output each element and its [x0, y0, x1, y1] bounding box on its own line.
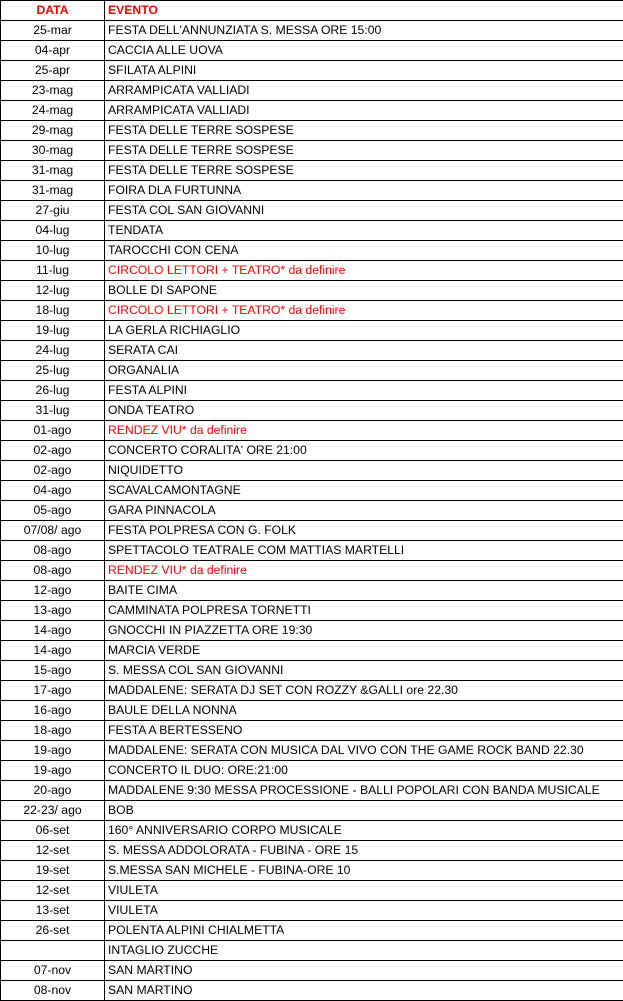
- event-cell[interactable]: FESTA COL SAN GIOVANNI: [105, 201, 623, 221]
- event-cell[interactable]: FESTA DELL'ANNUNZIATA S. MESSA ORE 15:00: [105, 21, 623, 41]
- date-cell[interactable]: 15-ago: [1, 661, 105, 681]
- date-cell[interactable]: 12-set: [1, 881, 105, 901]
- event-cell[interactable]: BAULE DELLA NONNA: [105, 701, 623, 721]
- event-cell[interactable]: SFILATA ALPINI: [105, 61, 623, 81]
- event-cell[interactable]: GARA PINNACOLA: [105, 501, 623, 521]
- date-cell[interactable]: 19-ago: [1, 741, 105, 761]
- event-cell[interactable]: FOIRA DLA FURTUNNA: [105, 181, 623, 201]
- table-row: [1, 181, 623, 201]
- event-cell[interactable]: NIQUIDETTO: [105, 461, 623, 481]
- table-row: [1, 141, 623, 161]
- table-row: [1, 101, 623, 121]
- event-cell[interactable]: BOB: [105, 801, 623, 821]
- date-cell[interactable]: 14-ago: [1, 621, 105, 641]
- date-cell[interactable]: 27-giu: [1, 201, 105, 221]
- event-cell[interactable]: FESTA POLPRESA CON G. FOLK: [105, 521, 623, 541]
- table-row: [1, 121, 623, 141]
- table-row: [1, 201, 623, 221]
- date-cell[interactable]: 24-mag: [1, 101, 105, 121]
- table-row: [1, 681, 623, 701]
- table-row: [1, 641, 623, 661]
- event-cell[interactable]: SERATA CAI: [105, 341, 623, 361]
- event-cell[interactable]: GNOCCHI IN PIAZZETTA ORE 19:30: [105, 621, 623, 641]
- date-cell[interactable]: 26-lug: [1, 381, 105, 401]
- table-row: [1, 341, 623, 361]
- event-cell[interactable]: CIRCOLO LETTORI + TEATRO* da definire: [105, 261, 623, 281]
- date-cell[interactable]: 01-ago: [1, 421, 105, 441]
- date-cell[interactable]: 04-apr: [1, 41, 105, 61]
- event-cell[interactable]: BOLLE DI SAPONE: [105, 281, 623, 301]
- table-row: [1, 561, 623, 581]
- table-row: [1, 261, 623, 281]
- date-cell[interactable]: 02-ago: [1, 461, 105, 481]
- event-cell[interactable]: SAN MARTINO: [105, 981, 623, 1001]
- date-cell[interactable]: 30-mag: [1, 141, 105, 161]
- date-cell[interactable]: 31-lug: [1, 401, 105, 421]
- date-cell[interactable]: 04-lug: [1, 221, 105, 241]
- table-row: [1, 821, 623, 841]
- event-cell[interactable]: CIRCOLO LETTORI + TEATRO* da definire: [105, 301, 623, 321]
- table-row: [1, 801, 623, 821]
- event-cell[interactable]: MADDALENE: SERATA CON MUSICA DAL VIVO CON THE GAME ROCK BAND 22.30: [105, 741, 623, 761]
- date-cell[interactable]: 04-ago: [1, 481, 105, 501]
- date-cell[interactable]: 10-lug: [1, 241, 105, 261]
- date-cell[interactable]: 12-set: [1, 841, 105, 861]
- table-row: [1, 781, 623, 801]
- event-cell[interactable]: S. MESSA COL SAN GIOVANNI: [105, 661, 623, 681]
- date-cell[interactable]: 17-ago: [1, 681, 105, 701]
- event-cell[interactable]: 160° ANNIVERSARIO CORPO MUSICALE: [105, 821, 623, 841]
- date-cell[interactable]: 18-ago: [1, 721, 105, 741]
- event-cell[interactable]: FESTA A BERTESSENO: [105, 721, 623, 741]
- event-cell[interactable]: ARRAMPICATA VALLIADI: [105, 81, 623, 101]
- event-cell[interactable]: MADDALENE: SERATA DJ SET CON ROZZY &GALLI ore 22.30: [105, 681, 623, 701]
- event-cell[interactable]: FESTA ALPINI: [105, 381, 623, 401]
- table-row: [1, 361, 623, 381]
- table-row: [1, 901, 623, 921]
- table-row: [1, 21, 623, 41]
- table-row: [1, 481, 623, 501]
- date-cell[interactable]: 13-ago: [1, 601, 105, 621]
- date-cell[interactable]: 12-ago: [1, 581, 105, 601]
- table-row: [1, 501, 623, 521]
- date-cell[interactable]: 19-lug: [1, 321, 105, 341]
- table-row: [1, 841, 623, 861]
- event-cell[interactable]: SCAVALCAMONTAGNE: [105, 481, 623, 501]
- table-row: [1, 741, 623, 761]
- event-cell[interactable]: LA GERLA RICHIAGLIO: [105, 321, 623, 341]
- event-cell[interactable]: MADDALENE 9:30 MESSA PROCESSIONE - BALLI POPOLARI CON BANDA MUSICALE: [105, 781, 623, 801]
- date-cell[interactable]: 25-lug: [1, 361, 105, 381]
- table-row: [1, 601, 623, 621]
- table-row: [1, 961, 623, 981]
- event-cell[interactable]: CONCERTO IL DUO: ORE:21:00: [105, 761, 623, 781]
- event-cell[interactable]: SAN MARTINO: [105, 961, 623, 981]
- date-cell[interactable]: 08-ago: [1, 541, 105, 561]
- table-row: [1, 521, 623, 541]
- table-row: [1, 381, 623, 401]
- table-row: [1, 301, 623, 321]
- column-header-date[interactable]: DATA: [1, 1, 105, 21]
- date-cell[interactable]: 25-apr: [1, 61, 105, 81]
- table-row: [1, 161, 623, 181]
- event-cell[interactable]: VIULETA: [105, 901, 623, 921]
- table-row: [1, 41, 623, 61]
- date-cell[interactable]: 24-lug: [1, 341, 105, 361]
- date-cell[interactable]: 12-lug: [1, 281, 105, 301]
- date-cell[interactable]: 26-set: [1, 921, 105, 941]
- date-cell[interactable]: 25-mar: [1, 21, 105, 41]
- table-row: [1, 461, 623, 481]
- table-body: [1, 21, 623, 1001]
- date-cell[interactable]: 20-ago: [1, 781, 105, 801]
- date-cell[interactable]: 16-ago: [1, 701, 105, 721]
- event-cell[interactable]: INTAGLIO ZUCCHE: [105, 941, 623, 961]
- event-cell[interactable]: POLENTA ALPINI CHIALMETTA: [105, 921, 623, 941]
- event-cell[interactable]: CONCERTO CORALITA' ORE 21:00: [105, 441, 623, 461]
- event-cell[interactable]: S.MESSA SAN MICHELE - FUBINA-ORE 10: [105, 861, 623, 881]
- date-cell[interactable]: 19-ago: [1, 761, 105, 781]
- event-cell[interactable]: ONDA TEATRO: [105, 401, 623, 421]
- table-row: [1, 61, 623, 81]
- date-cell[interactable]: 14-ago: [1, 641, 105, 661]
- date-cell[interactable]: 29-mag: [1, 121, 105, 141]
- event-cell[interactable]: FESTA DELLE TERRE SOSPESE: [105, 141, 623, 161]
- date-cell[interactable]: 05-ago: [1, 501, 105, 521]
- event-cell[interactable]: FESTA DELLE TERRE SOSPESE: [105, 121, 623, 141]
- event-cell[interactable]: SPETTACOLO TEATRALE COM MATTIAS MARTELLI: [105, 541, 623, 561]
- table-row: [1, 321, 623, 341]
- table-row: [1, 701, 623, 721]
- date-cell[interactable]: 06-set: [1, 821, 105, 841]
- table-row: [1, 721, 623, 741]
- event-cell[interactable]: VIULETA: [105, 881, 623, 901]
- table-row: [1, 881, 623, 901]
- event-cell[interactable]: ORGANALIA: [105, 361, 623, 381]
- date-cell[interactable]: 19-set: [1, 861, 105, 881]
- event-cell[interactable]: CACCIA ALLE UOVA: [105, 41, 623, 61]
- event-cell[interactable]: BAITE CIMA: [105, 581, 623, 601]
- table-row: [1, 81, 623, 101]
- date-cell[interactable]: 23-mag: [1, 81, 105, 101]
- column-header-event[interactable]: EVENTO: [105, 1, 623, 21]
- date-cell[interactable]: 11-lug: [1, 261, 105, 281]
- table-row: [1, 421, 623, 441]
- event-cell[interactable]: CAMMINATA POLPRESA TORNETTI: [105, 601, 623, 621]
- table-row: [1, 921, 623, 941]
- date-cell[interactable]: 07-nov: [1, 961, 105, 981]
- table-row: [1, 941, 623, 961]
- date-cell[interactable]: 08-ago: [1, 561, 105, 581]
- date-cell[interactable]: 22-23/ ago: [1, 801, 105, 821]
- table-row: [1, 541, 623, 561]
- date-cell[interactable]: 31-mag: [1, 161, 105, 181]
- event-cell[interactable]: ARRAMPICATA VALLIADI: [105, 101, 623, 121]
- event-cell[interactable]: TENDATA: [105, 221, 623, 241]
- table-row: [1, 621, 623, 641]
- header-row: [1, 1, 623, 21]
- date-cell[interactable]: 31-mag: [1, 181, 105, 201]
- table-row: [1, 221, 623, 241]
- date-cell[interactable]: 07/08/ ago: [1, 521, 105, 541]
- date-cell[interactable]: [1, 941, 105, 961]
- table-row: [1, 581, 623, 601]
- event-cell[interactable]: MARCIA VERDE: [105, 641, 623, 661]
- event-cell[interactable]: TAROCCHI CON CENA: [105, 241, 623, 261]
- table-row: [1, 661, 623, 681]
- event-cell[interactable]: RENDEZ VIU* da definire: [105, 561, 623, 581]
- date-cell[interactable]: 13-set: [1, 901, 105, 921]
- table-row: [1, 441, 623, 461]
- date-cell[interactable]: 08-nov: [1, 981, 105, 1001]
- event-cell[interactable]: FESTA DELLE TERRE SOSPESE: [105, 161, 623, 181]
- table-row: [1, 241, 623, 261]
- date-cell[interactable]: 18-lug: [1, 301, 105, 321]
- date-cell[interactable]: 02-ago: [1, 441, 105, 461]
- table-row: [1, 861, 623, 881]
- table-row: [1, 401, 623, 421]
- event-cell[interactable]: RENDEZ VIU* da definire: [105, 421, 623, 441]
- table-row: [1, 981, 623, 1001]
- table-row: [1, 761, 623, 781]
- table-row: [1, 281, 623, 301]
- event-cell[interactable]: S. MESSA ADDOLORATA - FUBINA - ORE 15: [105, 841, 623, 861]
